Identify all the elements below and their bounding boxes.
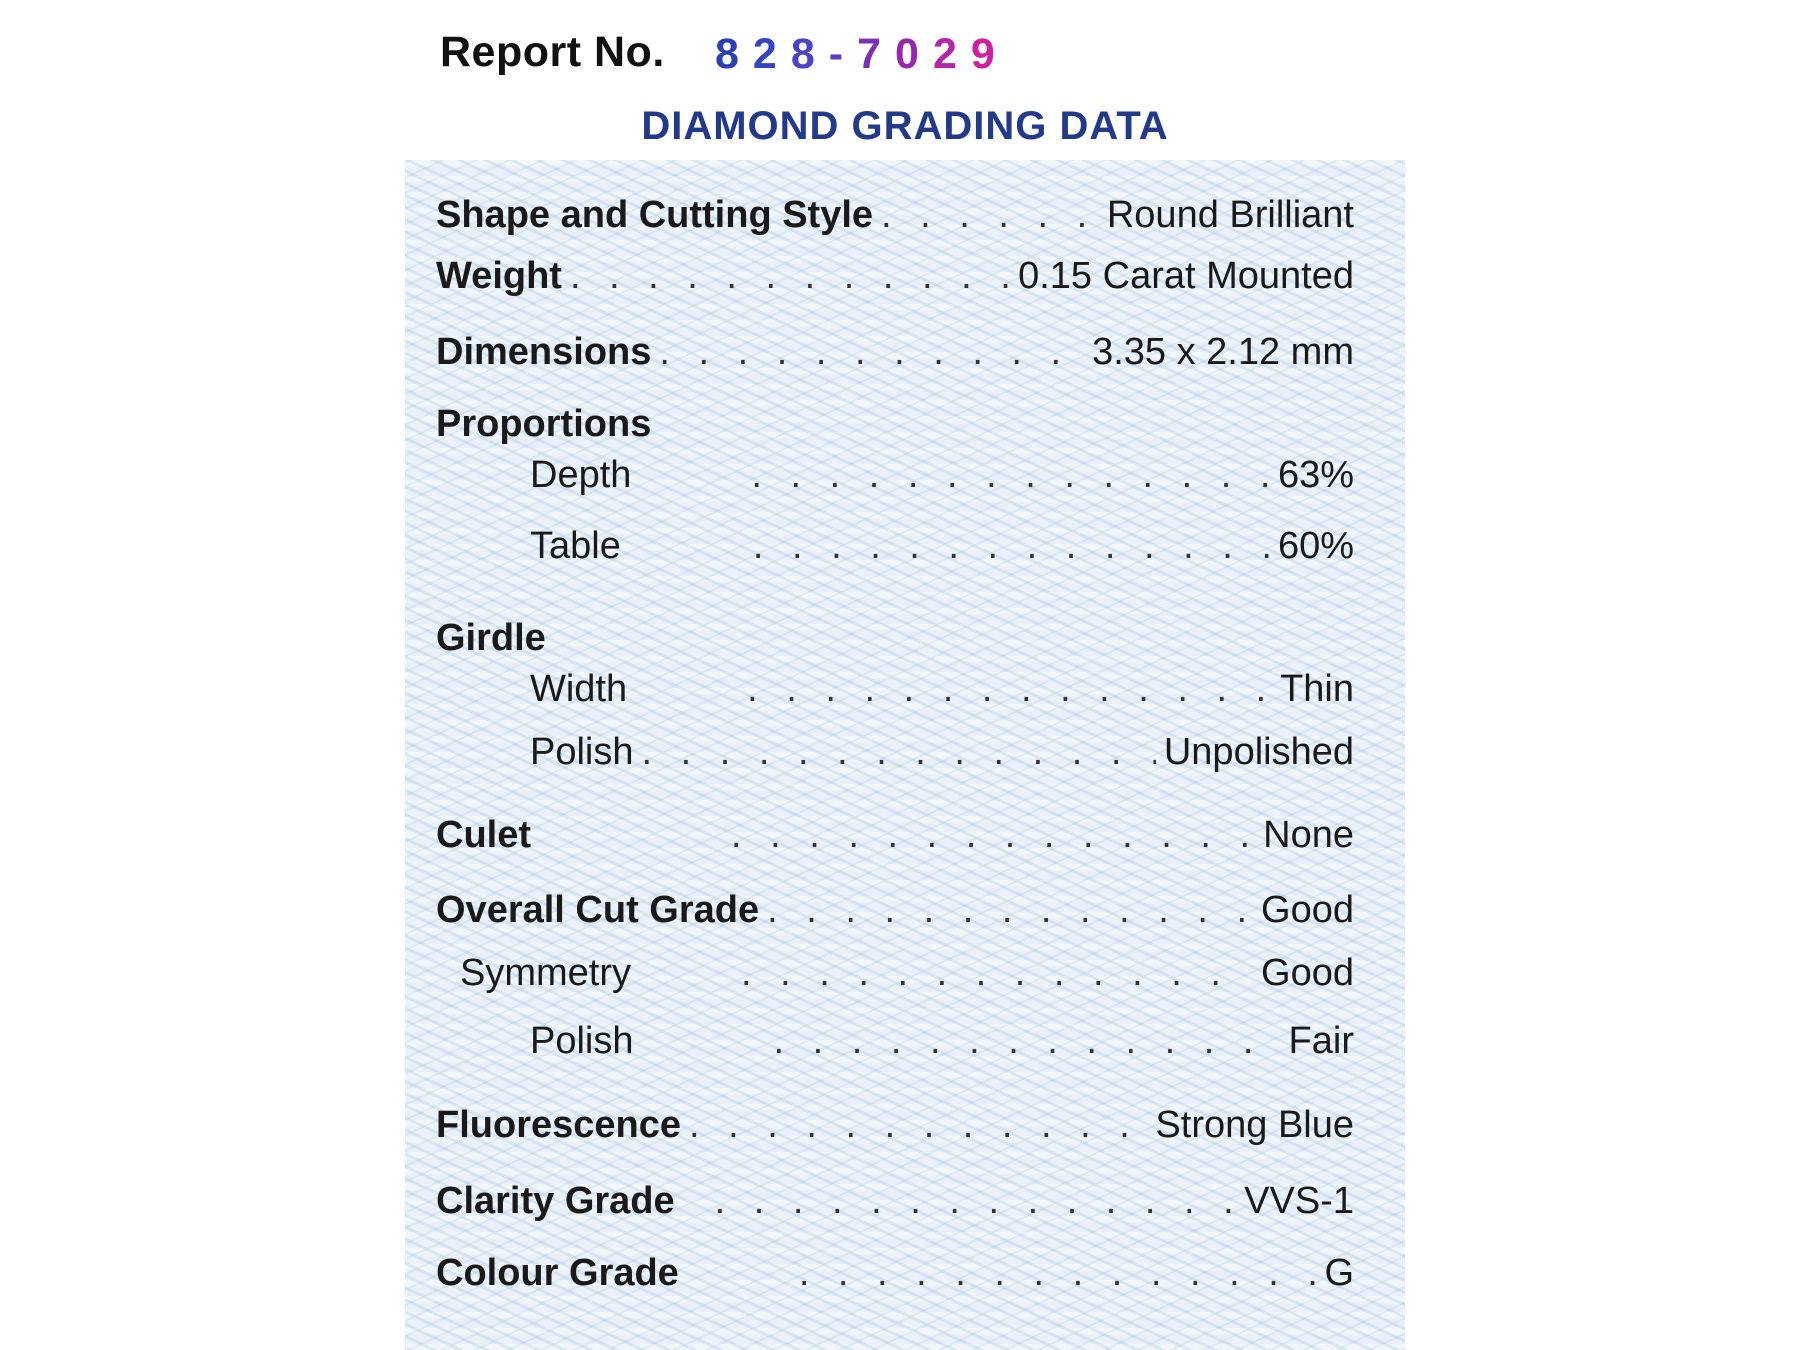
girdle-polish-value: Unpolished (1163, 731, 1354, 773)
leader-dots (747, 670, 1272, 708)
fluorescence-row (436, 1106, 1354, 1144)
report-number-digit: 9 (970, 30, 1009, 78)
girdle-polish-label: Polish (530, 731, 634, 773)
leader-dots (689, 1106, 1147, 1144)
report-number-digit: 7 (857, 30, 896, 78)
girdle-width-row (436, 670, 1354, 708)
report-number-digit: 0 (895, 30, 933, 78)
dimensions-value: 3.35 x 2.12 mm (1092, 331, 1354, 373)
colour-label: Colour Grade (436, 1252, 679, 1294)
report-number-digit: - (828, 30, 858, 78)
cut-grade-label: Overall Cut Grade (436, 889, 760, 931)
symmetry-row (436, 954, 1354, 992)
leader-dots (751, 456, 1270, 494)
colour-value: G (1324, 1252, 1354, 1294)
fluorescence-value: Strong Blue (1155, 1104, 1354, 1146)
culet-label: Culet (436, 814, 531, 856)
culet-value: None (1263, 814, 1354, 856)
report-number (715, 30, 1009, 79)
clarity-row (436, 1182, 1354, 1220)
cut-grade-value: Good (1261, 889, 1354, 931)
leader-dots (659, 333, 1084, 371)
cut-polish-row (436, 1022, 1354, 1060)
leader-dots (570, 257, 1010, 295)
leader-dots (731, 816, 1255, 854)
cut-polish-label: Polish (530, 1020, 634, 1062)
girdle-polish-row (436, 733, 1354, 771)
dimensions-label: Dimensions (436, 331, 652, 373)
weight-label: Weight (436, 255, 562, 297)
cut-polish-value: Fair (1288, 1020, 1354, 1062)
report-number-label: Report No. (440, 28, 665, 76)
table-label: Table (530, 525, 621, 567)
symmetry-value: Good (1261, 952, 1354, 994)
shape-row (436, 196, 1354, 234)
symmetry-label: Symmetry (460, 952, 631, 994)
culet-row (436, 816, 1354, 854)
dimensions-row (436, 333, 1354, 371)
leader-dots (881, 196, 1099, 234)
page-title: DIAMOND GRADING DATA (641, 104, 1169, 148)
depth-row (436, 456, 1354, 494)
leader-dots (767, 891, 1253, 929)
colour-row (436, 1254, 1354, 1292)
leader-dots (753, 527, 1270, 565)
report-number-digit: 8 (715, 30, 753, 78)
depth-value: 63% (1277, 454, 1354, 496)
shape-label: Shape and Cutting Style (436, 194, 874, 236)
cut-grade-row (436, 891, 1354, 929)
table-value: 60% (1277, 525, 1354, 567)
shape-value: Round Brilliant (1106, 194, 1354, 236)
leader-dots (642, 733, 1156, 771)
report-number-digit: 2 (752, 30, 791, 78)
girdle-heading: Girdle (436, 617, 546, 659)
girdle-width-value: Thin (1280, 668, 1354, 710)
report-number-digit: 8 (790, 30, 829, 78)
report-number-digit: 2 (932, 30, 971, 78)
weight-value: 0.15 Carat Mounted (1018, 255, 1354, 297)
clarity-value: VVS-1 (1244, 1180, 1354, 1222)
table-row (436, 527, 1354, 565)
leader-dots (715, 1182, 1237, 1220)
depth-label: Depth (530, 454, 632, 496)
leader-dots (741, 954, 1253, 992)
girdle-width-label: Width (530, 668, 628, 710)
fluorescence-label: Fluorescence (436, 1104, 681, 1146)
clarity-label: Clarity Grade (436, 1180, 675, 1222)
leader-dots (774, 1022, 1281, 1060)
proportions-heading: Proportions (436, 403, 652, 445)
weight-row (436, 257, 1354, 295)
leader-dots (799, 1254, 1317, 1292)
